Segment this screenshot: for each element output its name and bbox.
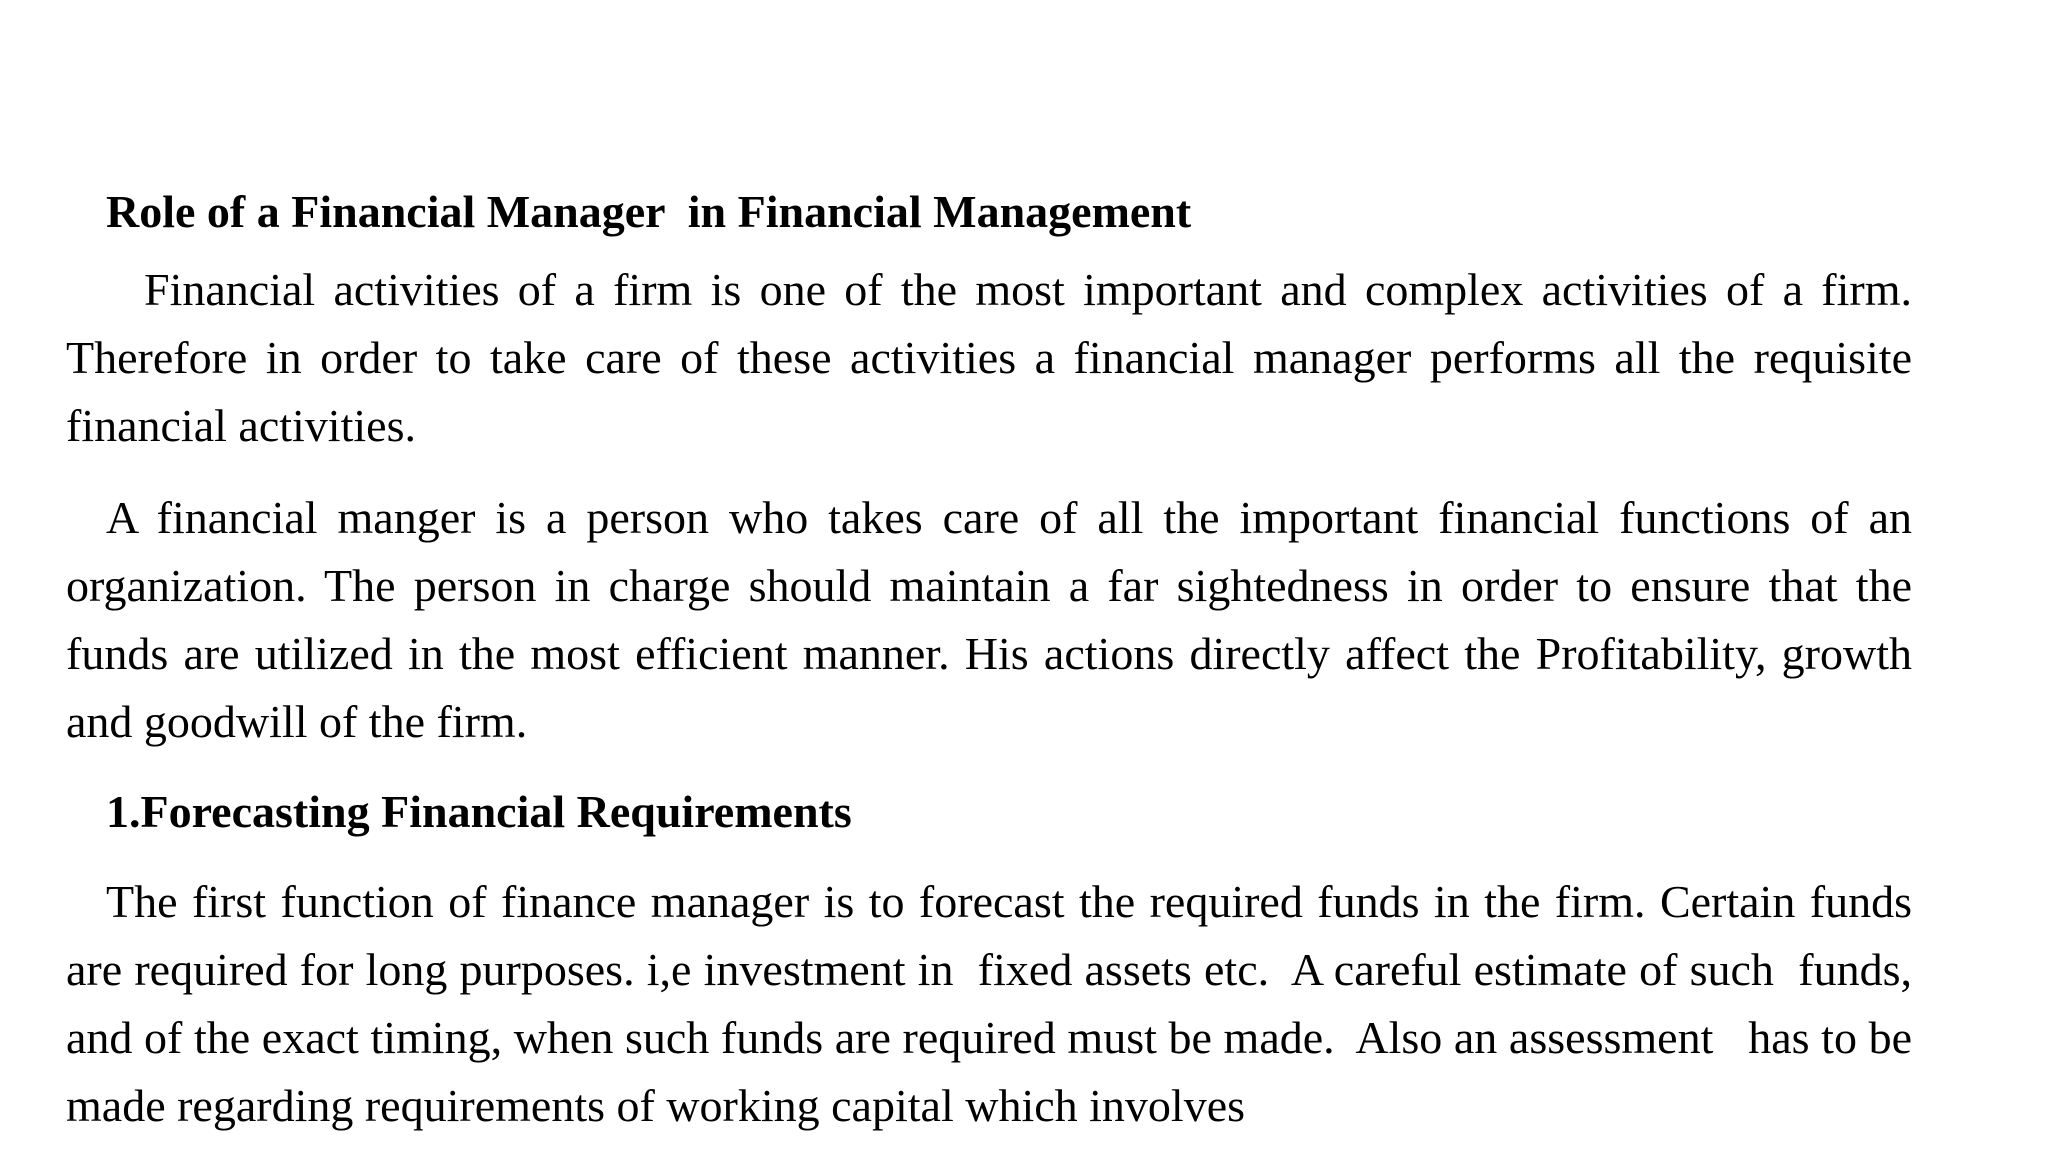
paragraph-spacer (66, 756, 1912, 778)
paragraph-spacer (66, 846, 1912, 868)
document-title: Role of a Financial Manager in Financial Management (106, 186, 1192, 237)
paragraph-forecasting: The first function of finance manager is to forecast the required funds in the firm. Certain funds are required for long purposes. i,e investment in fixed assets etc. A careful estimate of such funds, and of the exact timing, when such funds are required must be made. Also an assessment has to be made regarding requirements of working capital which involves (66, 876, 1924, 1131)
paragraph-financial-activities: Financial activities of a firm is one of the most important and complex activities of a firm. Therefore in order to take care of these activities a financial manager performs all the requisite financial activities. (66, 264, 1924, 451)
paragraph-financial-manager: A financial manger is a person who takes care of all the important financial functions of an organization. The person in charge should maintain a far sightedness in order to ensure that the funds are utilized in the most efficient manner. His actions directly affect the Profitability, growth and goodwill of the firm. (66, 492, 1924, 747)
document-body (66, 178, 1924, 1140)
paragraph-spacer (66, 460, 1912, 484)
section-heading-forecasting: 1.Forecasting Financial Requirements (106, 786, 852, 837)
